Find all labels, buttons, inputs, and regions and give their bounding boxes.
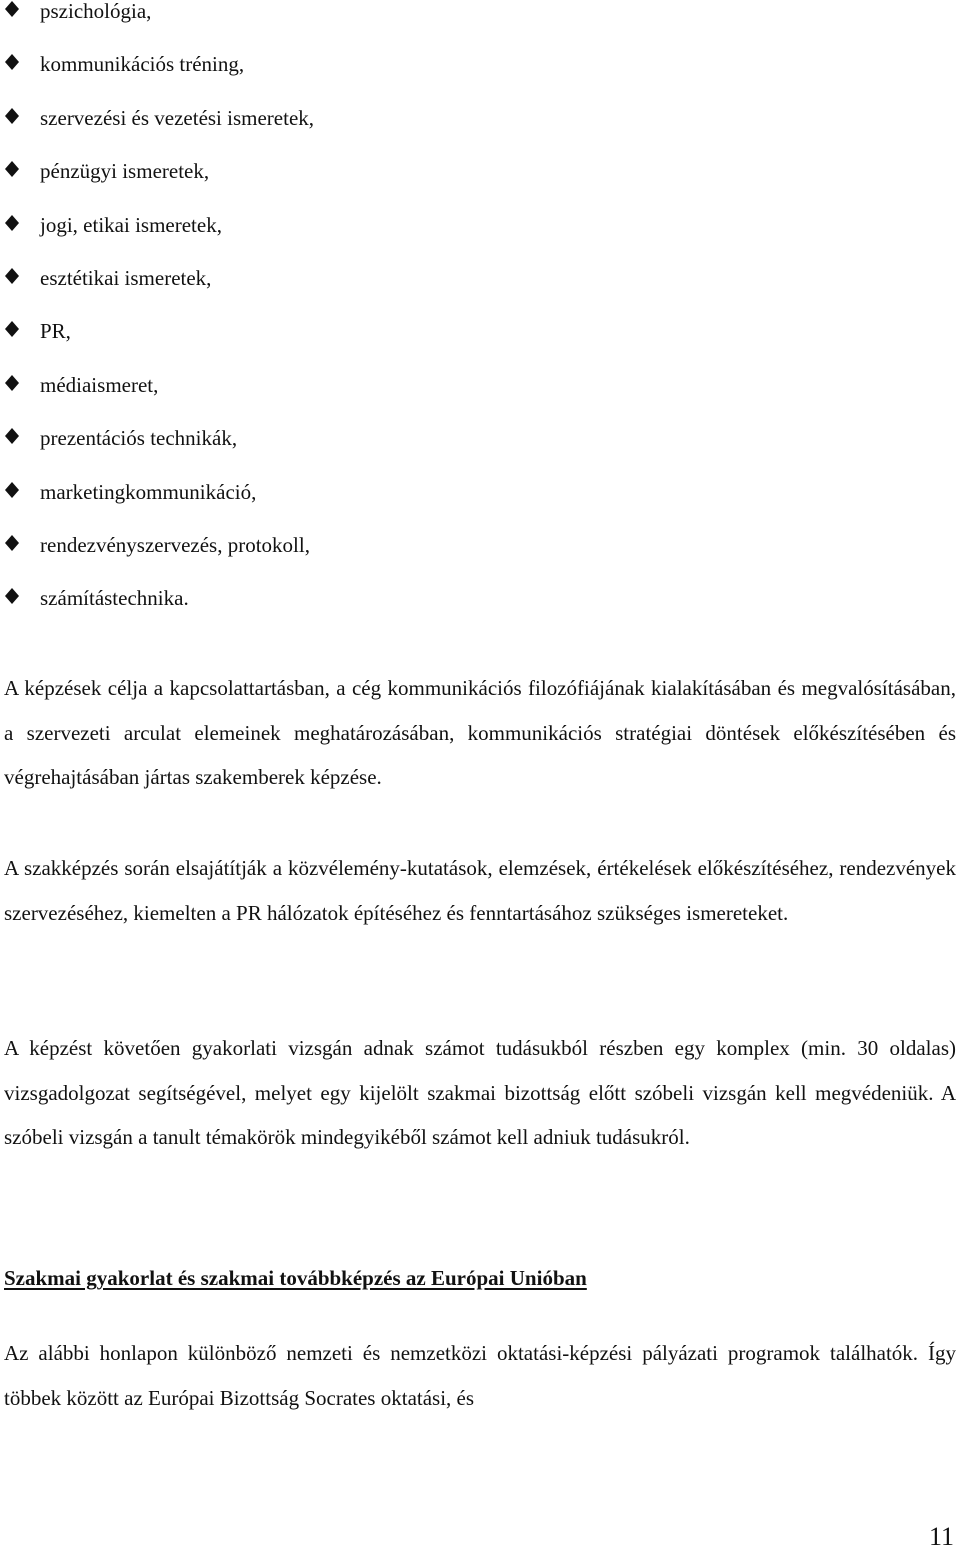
list-item: [0, 374, 960, 427]
list-item: [0, 214, 960, 267]
list-item-text: pszichológia,: [40, 0, 152, 23]
list-item: [0, 267, 960, 320]
paragraph-training-goal: A képzések célja a kapcsolattartásban, a cég kommunikációs filozófiájának kialakításában és megvalósításában, a szervezeti arculat elemeinek meghatározásában, kommunikációs stratégiai döntések előkészítésében és végrehajtásában jártas szakemberek képzése.: [4, 676, 956, 789]
paragraph-vocational-training: A szakképzés során elsajátítják a közvélemény-kutatások, elemzések, értékelések előkészítéséhez, rendezvények szervezéséhez, kiemelten a PR hálózatok építéséhez és fenntartásához szükséges ismereteket.: [4, 856, 956, 925]
list-item-text: prezentációs technikák,: [40, 426, 238, 451]
list-item-text: PR,: [40, 319, 71, 344]
diamond-icon: [4, 428, 20, 444]
list-item: [0, 427, 960, 480]
list-item: [0, 107, 960, 160]
list-item: [0, 160, 960, 213]
diamond-icon: [4, 482, 20, 498]
list-item-text: kommunikációs tréning,: [40, 52, 245, 77]
bullet-list: [0, 0, 960, 641]
list-item: [0, 0, 960, 53]
section-heading: Szakmai gyakorlat és szakmai továbbképzés az Európai Unióban: [4, 1266, 587, 1290]
list-item-text: médiaismeret,: [40, 372, 159, 397]
diamond-icon: [4, 321, 20, 337]
list-item: [0, 481, 960, 534]
diamond-icon: [4, 535, 20, 551]
diamond-icon: [4, 215, 20, 231]
paragraph-programs: Az alábbi honlapon különböző nemzeti és nemzetközi oktatási-képzési pályázati programok találhatók. Így többek között az Európai Bizottság Socrates oktatási, és: [4, 1341, 956, 1410]
diamond-icon: [4, 588, 20, 604]
list-item-text: számítástechnika.: [40, 586, 189, 611]
list-item-text: rendezvényszervezés, protokoll,: [40, 532, 310, 557]
paragraph-exam: A képzést követően gyakorlati vizsgán adnak számot tudásukból részben egy komplex (min. 30 oldalas) vizsgadolgozat segítségével, melyet egy kijelölt szakmai bizottság előtt szóbeli vizsgán kell megvédeniük. A szóbeli vizsgán a tanult témakörök mindegyikéből számot kell adniuk tudásukról.: [4, 1036, 956, 1149]
list-item-text: esztétikai ismeretek,: [40, 265, 212, 290]
list-item-text: jogi, etikai ismeretek,: [40, 212, 222, 237]
list-item-text: pénzügyi ismeretek,: [40, 159, 210, 184]
diamond-icon: [4, 108, 20, 124]
list-item: [0, 587, 960, 640]
diamond-icon: [4, 161, 20, 177]
list-item: [0, 320, 960, 373]
list-item-text: szervezési és vezetési ismeretek,: [40, 105, 315, 130]
list-item-text: marketingkommunikáció,: [40, 479, 257, 504]
diamond-icon: [4, 1, 20, 17]
diamond-icon: [4, 375, 20, 391]
page-number: 11: [928, 1522, 954, 1551]
list-item: [0, 53, 960, 106]
diamond-icon: [4, 268, 20, 284]
diamond-icon: [4, 54, 20, 70]
list-item: [0, 534, 960, 587]
